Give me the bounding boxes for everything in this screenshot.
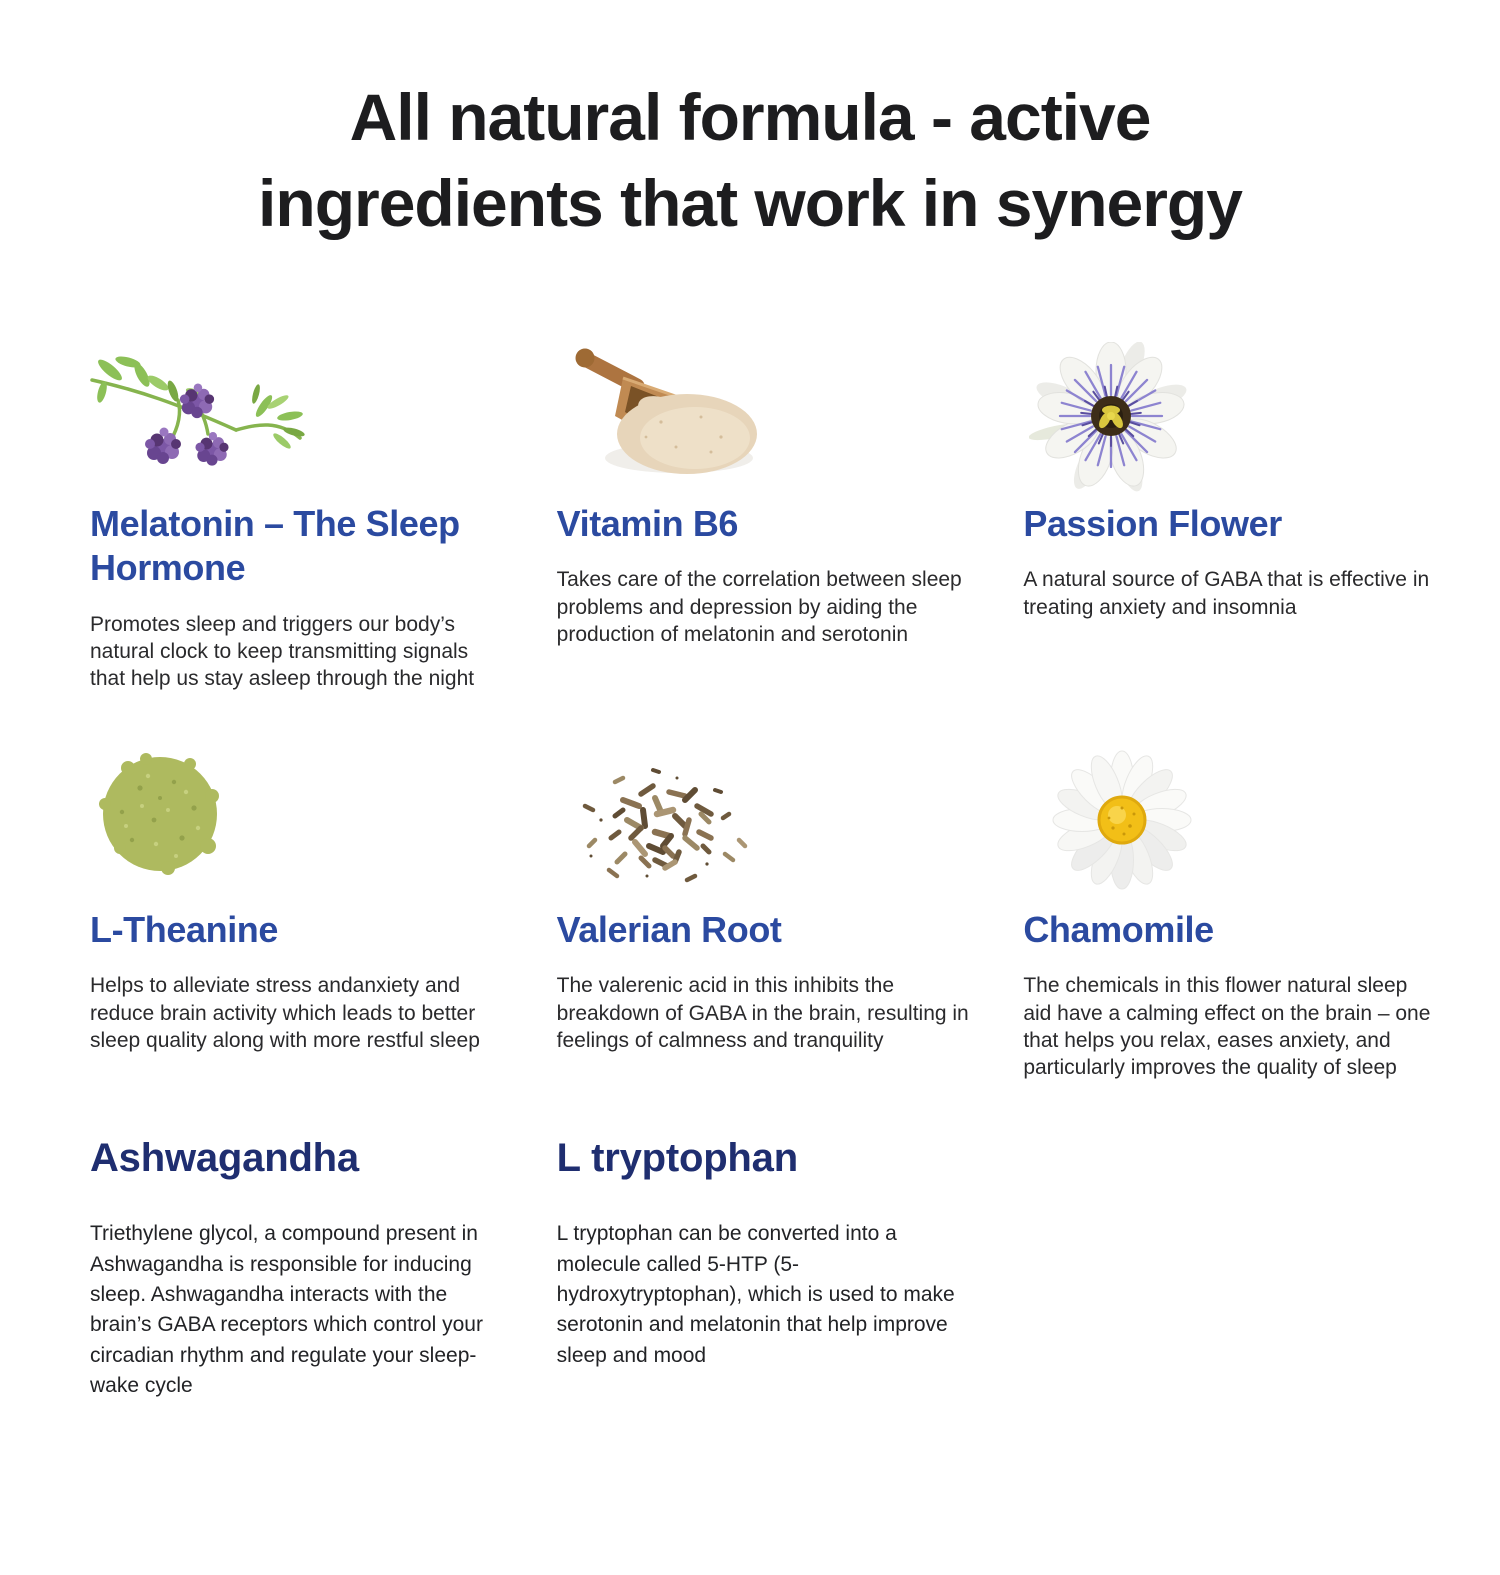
passion-flower-photo: [1029, 342, 1440, 492]
ingredient-name: Passion Flower: [1023, 502, 1282, 544]
ingredients-grid: [0, 342, 1500, 1082]
empty-grid-cell: [1023, 1134, 1440, 1402]
extra-ingredients-section: [0, 1134, 1500, 1402]
page-title-line2: ingredients that work in synergy: [258, 165, 1242, 240]
ingredient-card-l-tryptophan: [557, 1134, 974, 1402]
dried-valerian-root-photo: [557, 748, 974, 898]
ingredient-card-chamomile: [1023, 748, 1440, 1082]
ingredient-description: Helps to alleviate stress andanxiety and reduce brain activity which leads to better sleep quality along with more restful sleep: [90, 974, 480, 1052]
ingredient-name: Melatonin – The Sleep Hormone: [90, 502, 460, 589]
ingredient-card-l-theanine: [90, 748, 507, 1082]
chamomile-flower-photo: [1049, 748, 1440, 898]
green-powder-photo: [90, 748, 507, 898]
ingredient-card-vitamin-b6: [557, 342, 974, 693]
ingredient-description: Promotes sleep and triggers our body’s natural clock to keep transmitting signals that help us stay asleep through the night: [90, 612, 475, 691]
ingredient-name: Ashwagandha: [90, 1135, 359, 1180]
ingredient-name: Vitamin B6: [556, 502, 739, 544]
ingredient-name: L tryptophan: [556, 1135, 798, 1180]
ingredient-card-valerian-root: [557, 748, 974, 1082]
ingredient-description: Triethylene glycol, a compound present in Ashwagandha is responsible for inducing sleep. Ashwagandha interacts with the brain’s GABA receptors which control your circadian rhythm and regulate your sleep-wake cycle: [90, 1222, 483, 1398]
ingredient-description: L tryptophan can be converted into a molecule called 5-HTP (5-hydroxytryptophan), which is used to make serotonin and melatonin that help improve sleep and mood: [556, 1222, 955, 1367]
ingredient-name: Chamomile: [1023, 908, 1214, 950]
page-title: [0, 75, 1500, 247]
alfalfa-flowers-photo: [78, 342, 507, 492]
ingredients-infographic: [0, 75, 1500, 1402]
ingredient-description: The chemicals in this flower natural sleep aid have a calming effect on the brain – one that helps you relax, eases anxiety, and particularly improves the quality of sleep: [1023, 974, 1431, 1080]
ingredient-card-melatonin: [90, 342, 507, 693]
page-title-line1: All natural formula - active: [349, 80, 1151, 154]
vitamin-b6-powder-scoop-photo: [571, 342, 974, 492]
ingredient-card-ashwagandha: [90, 1134, 507, 1402]
ingredient-description: The valerenic acid in this inhibits the breakdown of GABA in the brain, resulting in feelings of calmness and tranquility: [556, 974, 969, 1052]
ingredient-card-passion-flower: [1023, 342, 1440, 693]
ingredient-description: Takes care of the correlation between sleep problems and depression by aiding the production of melatonin and serotonin: [556, 568, 962, 646]
ingredient-name: Valerian Root: [556, 908, 782, 950]
ingredient-description: A natural source of GABA that is effective in treating anxiety and insomnia: [1023, 568, 1430, 619]
ingredient-name: L-Theanine: [90, 908, 279, 950]
